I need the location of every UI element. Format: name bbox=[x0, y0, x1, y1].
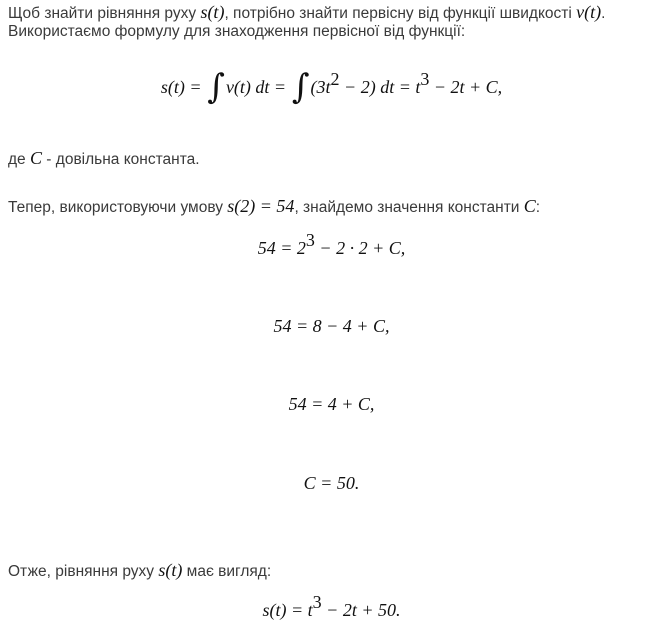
constant-note-suffix: - довільна константа. bbox=[42, 151, 200, 168]
final-rest: − 2t + 50. bbox=[321, 600, 401, 620]
integral-open: (3t bbox=[310, 77, 331, 97]
step-2: 54 = 8 − 4 + C, bbox=[273, 316, 390, 336]
conclusion-prefix: Отже, рівняння руху bbox=[8, 563, 155, 580]
step-2-equation bbox=[0, 314, 663, 339]
final-lhs: s(t) = t bbox=[262, 600, 313, 620]
conclusion-suffix: має вигляд: bbox=[182, 563, 272, 580]
step-1-a: 54 = 2 bbox=[257, 238, 306, 258]
step-1-exp: 3 bbox=[305, 230, 315, 250]
integral-rest: − 2) dt = t bbox=[339, 77, 421, 97]
condition-mid: , знайдемо значення константи bbox=[294, 199, 520, 216]
constant-note bbox=[8, 148, 200, 170]
step-1-b: − 2 · 2 + C, bbox=[314, 238, 406, 258]
intro-text-end: . bbox=[601, 5, 606, 22]
math-v-of-t: v(t) bbox=[576, 2, 602, 22]
final-equation bbox=[0, 592, 663, 623]
result-exp: 3 bbox=[420, 69, 430, 89]
intro-text-prefix: Щоб знайти рівняння руху bbox=[8, 5, 197, 22]
integral-equation bbox=[0, 67, 663, 107]
step-3-equation bbox=[0, 392, 663, 417]
condition-end: : bbox=[535, 199, 541, 216]
condition-prefix: Тепер, використовуючи умову bbox=[8, 199, 223, 216]
condition-line bbox=[8, 196, 540, 218]
step-4: C = 50. bbox=[303, 473, 360, 493]
math-s-of-t: s(t) bbox=[158, 560, 183, 580]
conclusion-line bbox=[8, 560, 271, 582]
intro-line-2: Використаємо формулу для знаходження первісної від функції: bbox=[8, 23, 466, 40]
integral-sign: ∫ bbox=[207, 67, 225, 107]
integral-sign: ∫ bbox=[291, 67, 310, 107]
final-exp: 3 bbox=[312, 592, 322, 612]
step-3: 54 = 4 + C, bbox=[288, 394, 375, 414]
integral-lhs: s(t) = bbox=[160, 77, 202, 97]
math-s-of-t: s(t) bbox=[200, 2, 225, 22]
step-1-equation bbox=[0, 230, 663, 261]
result-rest: − 2t + C, bbox=[429, 77, 503, 97]
intro-text-mid: , потрібно знайти первісну від функції швидкості bbox=[224, 5, 572, 22]
integral-exp: 2 bbox=[330, 69, 340, 89]
intro-line-1 bbox=[8, 2, 605, 24]
step-4-equation bbox=[0, 471, 663, 496]
math-condition: s(2) = 54 bbox=[227, 196, 295, 216]
math-c: C bbox=[523, 196, 536, 216]
integral-v-term: v(t) dt = bbox=[225, 77, 287, 97]
constant-note-prefix: де bbox=[8, 151, 26, 168]
math-c: C bbox=[29, 148, 42, 168]
